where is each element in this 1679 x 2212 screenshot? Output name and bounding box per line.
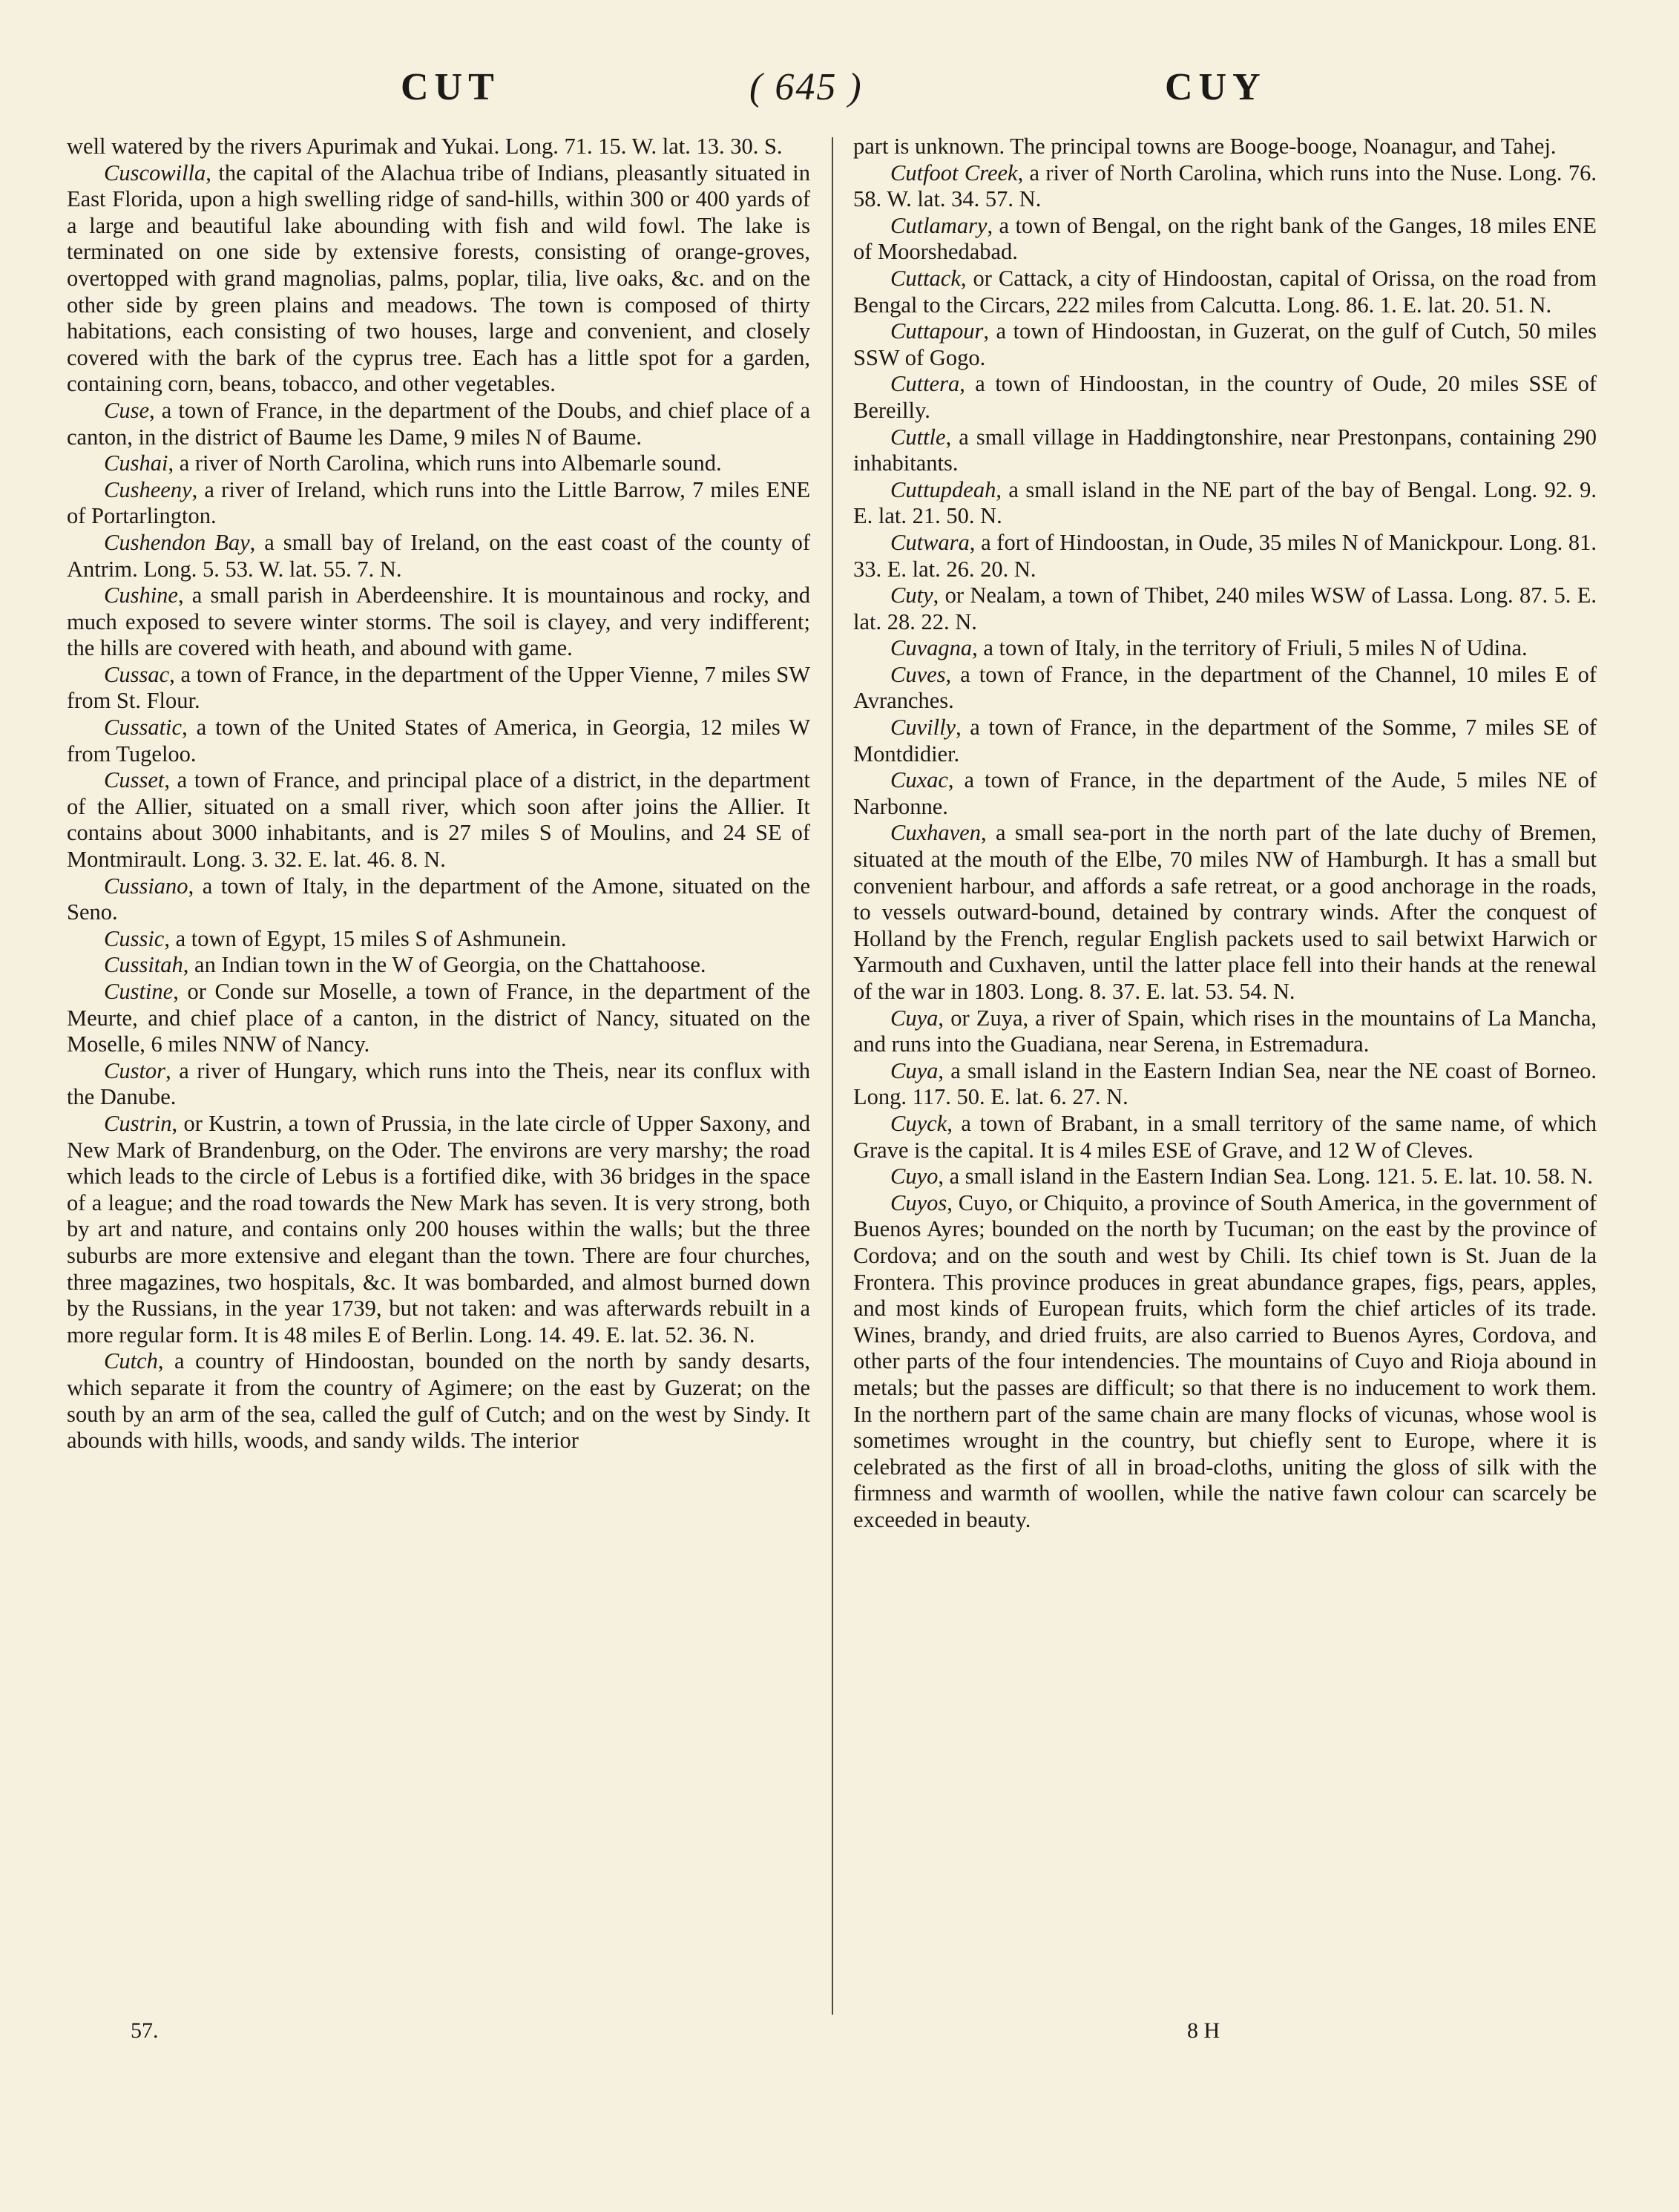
entry-text: , a town of Italy, in the territory of Friuli, 5 miles N of Udina. [972,635,1528,661]
entry-text: , a small sea-port in the north part of the late duchy of Bremen, situated at the mouth of the Elbe, 70 miles NW of Hamburgh. It has a small but convenient harbour, and affords a safe retreat, or a good anchorage in the roads, to vessels outward-bound, detained by contrary winds. After the conquest of Holland by the French, regular English packets used to sail betwixt Harwich or Yarmouth and Cuxhaven, until the latter place fell into their hands at the renewal of the war in 1803. Long. 8. 37. E. lat. 53. 54. N. [853,820,1597,1004]
dictionary-entry [853,582,1597,635]
entry-headword: Cushine [104,582,178,608]
entry-headword: Cuse [104,397,149,423]
entry-text: , a town of Italy, in the department of the Amone, situated on the Seno. [67,873,810,925]
entry-text: , a river of Hungary, which runs into the Theis, near its conflux with the Danube. [67,1057,810,1110]
entry-text: , or Nealam, a town of Thibet, 240 miles WSW of Lassa. Long. 87. 5. E. lat. 28. 22. N. [853,582,1597,634]
entry-text: , a small parish in Aberdeenshire. It is mountainous and rocky, and much exposed to severe winter storms. The soil is clayey, and very indifferent; the hills are covered with heath, and abound with game. [67,582,810,661]
column-divider [832,137,833,2015]
dictionary-entry [67,952,810,979]
entry-text: , a town of Egypt, 15 miles S of Ashmunein. [164,925,567,951]
dictionary-entry [67,979,810,1058]
dictionary-entry [67,477,810,530]
entry-headword: Cuyos [890,1189,947,1215]
entry-headword: Cutlamary [890,212,988,238]
entry-text: , the capital of the Alachua tribe of Indians, pleasantly situated in East Florida, upon a high swelling ridge of sand-hills, within 300 or 400 yards of a large and beautiful lake abounding with fish and wild fowl. The lake is terminated on one side by extensive forests, consisting of orange-groves, overtopped with grand magnolias, palms, poplar, tilia, live oaks, &c. and on the other side by green plains and meadows. The town is composed of thirty habitations, each consisting of two houses, large and convenient, and closely covered with the bark of the cyprus tree. Each has a little spot for a garden, containing corn, beans, tobacco, and other vegetables. [67,160,810,397]
dictionary-entry [853,160,1597,213]
dictionary-entry [67,530,810,582]
entry-text: , a town of the United States of America, in Georgia, 12 miles W from Tugeloo. [67,715,810,767]
entry-headword: Cushai [104,450,168,476]
dictionary-entry [67,873,810,926]
entry-headword: Cutch [104,1348,158,1374]
dictionary-entry [853,1058,1597,1111]
entry-text: , a town of Hindoostan, in the country of Oude, 20 miles SSE of Bereilly. [853,371,1597,423]
entry-text: , a town of France, in the department of the Aude, 5 miles NE of Narbonne. [853,767,1597,819]
dictionary-entry [67,160,810,398]
dictionary-entry [853,715,1597,767]
entry-headword: Cussac [104,661,170,687]
entry-headword: Cussitah [104,952,183,978]
entry-headword: Custor [104,1057,166,1083]
entry-text: , a small island in the NE part of the bay of Bengal. Long. 92. 9. E. lat. 21. 50. N. [853,476,1597,529]
dictionary-entry [67,1058,810,1111]
entry-headword: Cuya [890,1005,939,1031]
entry-text: , a town of France, in the department of the Doubs, and chief place of a canton, in the district of Baume les Dame, 9 miles N of Baume. [67,397,810,450]
signature-mark-left: 57. [131,2018,159,2043]
running-head-right: CUY [1165,66,1266,108]
entry-text: , a town of Bengal, on the right bank of the Ganges, 18 miles ENE of Moorshedabad. [853,212,1597,265]
dictionary-entry [853,530,1597,582]
entry-headword: Cuves [890,661,946,687]
entry-text: , a town of Hindoostan, in Guzerat, on the gulf of Cutch, 50 miles SSW of Gogo. [853,318,1597,370]
entry-headword: Cusset [104,767,165,793]
dictionary-entry [853,213,1597,266]
entry-text: , or Kustrin, a town of Prussia, in the late circle of Upper Saxony, and New Mark of Brandenburg, on the Oder. The environs are very marshy; the road which leads to the circle of Lebus is a fortified dike, with 36 bridges in the space of a league; and the road towards the New Mark has seven. It is very strong, both by art and nature, and contains only 200 houses within the walls; but the three suburbs are more extensive and elegant than the town. There are four churches, three magazines, two hospitals, &c. It was bombarded, and almost burned down by the Russians, in the year 1739, but not taken: and was afterwards rebuilt in a more regular form. It is 48 miles E of Berlin. Long. 14. 49. E. lat. 52. 36. N. [67,1110,810,1348]
entry-headword: Cusheeny [104,476,192,502]
dictionary-entry [853,1190,1597,1534]
left-column [67,134,810,1454]
entry-text: , or Cattack, a city of Hindoostan, capital of Orissa, on the road from Bengal to the Circars, 222 miles from Calcutta. Long. 86. 1. E. lat. 20. 51. N. [853,265,1597,318]
dictionary-entry [67,1348,810,1454]
entry-text: , or Conde sur Moselle, a town of France, in the department of the Meurte, and chief place of a canton, in the district of Nancy, situated on the Moselle, 6 miles NNW of Nancy. [67,979,810,1057]
page-header [0,65,1679,117]
entry-text: part is unknown. The principal towns are Booge-booge, Noanagur, and Tahej. [853,134,1557,159]
entry-text: , a town of Brabant, in a small territory of the same name, of which Grave is the capital. It is 4 miles ESE of Grave, and 12 W of Cleves. [853,1110,1597,1163]
entry-text: , Cuyo, or Chiquito, a province of South America, in the government of Buenos Ayres; bounded on the north by Tucuman; on the east by the province of Cordova; and on the south and west by Chili. Its chief town is St. Juan de la Frontera. This province produces in great abundance grapes, figs, pears, apples, and most kinds of European fruits, which form the chief articles of its trade. Wines, brandy, and dried fruits, are also carried to Buenos Ayres, Cordova, and other parts of the four intendencies. The mountains of Cuyo and Rioja abound in metals; but the passes are difficult; so that there is no inducement to work them. In the northern part of the same chain are many flocks of vicunas, whose wool is sometimes wrought in the country, but chiefly sent to Europe, where it is celebrated as the first of all in broad-cloths, uniting the gloss of silk with the firmness and warmth of woollen, while the native fawn colour can scarcely be exceeded in beauty. [853,1189,1597,1532]
entry-headword: Custrin [104,1110,172,1136]
entry-headword: Cuyck [890,1110,947,1136]
entry-text: , a river of North Carolina, which runs into the Nuse. Long. 76. 58. W. lat. 34. 57. N. [853,160,1597,212]
entry-text: , a country of Hindoostan, bounded on the north by sandy desarts, which separate it from the country of Agimere; on the east by Guzerat; on the south by an arm of the sea, called the gulf of Cutch; and on the west by Sindy. It abounds with hills, woods, and sandy wilds. The interior [67,1348,810,1454]
running-head-left: CUT [401,66,500,108]
dictionary-entry [67,767,810,873]
dictionary-entry [67,1111,810,1348]
entry-headword: Cuxac [890,767,948,793]
dictionary-entry [67,134,810,160]
dictionary-entry [853,371,1597,424]
dictionary-entry [67,715,810,767]
entry-text: , a small island in the Eastern Indian Sea, near the NE coast of Borneo. Long. 117. 50. E. lat. 6. 27. N. [853,1057,1597,1110]
dictionary-entry [853,318,1597,371]
entry-text: , a small village in Haddingtonshire, near Prestonpans, containing 290 inhabitants. [853,424,1597,476]
entry-headword: Cutfoot Creek [890,160,1018,186]
entry-headword: Cuscowilla [104,160,206,186]
entry-text: , a town of France, and principal place of a district, in the department of the Allier, situated on a small river, which soon after joins the Allier. It contains about 3000 inhabitants, and is 27 miles S of Moulins, and 24 SE of Montmirault. Long. 3. 32. E. lat. 46. 8. N. [67,767,810,873]
dictionary-entry [67,450,810,477]
dictionary-entry [853,635,1597,662]
entry-text: , a town of France, in the department of the Somme, 7 miles SE of Montdidier. [853,715,1597,767]
right-column [853,134,1597,1533]
entry-headword: Cuya [890,1057,939,1083]
entry-headword: Cuvagna [890,635,973,661]
entry-headword: Custine [104,979,174,1004]
entry-text: , or Zuya, a river of Spain, which rises in the mountains of La Mancha, and runs into the Guadiana, near Serena, in Estremadura. [853,1005,1597,1057]
entry-text: , a river of North Carolina, which runs into Albemarle sound. [168,450,722,476]
entry-text: , a small island in the Eastern Indian Sea. Long. 121. 5. E. lat. 10. 58. N. [938,1164,1594,1189]
entry-text: , a small bay of Ireland, on the east coast of the county of Antrim. Long. 5. 53. W. lat. 55. 7. N. [67,529,811,582]
dictionary-entry [67,582,810,662]
entry-headword: Cuttapour [890,318,984,344]
dictionary-entry [853,1111,1597,1164]
entry-headword: Cuttupdeah [890,476,996,502]
entry-text: , a town of France, in the department of the Upper Vienne, 7 miles SW from St. Flour. [67,661,810,714]
dictionary-entry [853,1005,1597,1058]
dictionary-entry [853,767,1597,820]
entry-headword: Cussic [104,925,165,951]
entry-text: well watered by the rivers Apurimak and Yukai. Long. 71. 15. W. lat. 13. 30. S. [67,134,783,159]
entry-headword: Cuyo [890,1164,939,1189]
dictionary-entry [67,662,810,715]
entry-headword: Cuttle [890,424,946,450]
dictionary-entry [853,424,1597,477]
entry-headword: Cussatic [104,715,183,741]
entry-text: , an Indian town in the W of Georgia, on the Chattahoose. [183,952,706,978]
entry-text: , a town of France, in the department of the Channel, 10 miles E of Avranches. [853,661,1597,714]
dictionary-entry [853,477,1597,530]
dictionary-entry [853,820,1597,1005]
dictionary-entry [853,134,1597,160]
entry-headword: Cushendon Bay [104,529,250,555]
entry-headword: Cuty [890,582,933,608]
entry-text: , a river of Ireland, which runs into the Little Barrow, 7 miles ENE of Portarlington. [67,476,810,529]
page-number: ( 645 ) [749,66,863,108]
dictionary-entry [853,662,1597,715]
entry-headword: Cutwara [890,529,970,555]
entry-headword: Cuttack [890,265,961,291]
entry-headword: Cussiano [104,873,188,899]
dictionary-entry [67,926,810,953]
dictionary-entry [853,1164,1597,1190]
entry-text: , a fort of Hindoostan, in Oude, 35 miles N of Manickpour. Long. 81. 33. E. lat. 26. 20. N. [853,529,1597,582]
entry-headword: Cuxhaven [890,820,981,846]
signature-mark-right: 8 H [1187,2018,1220,2043]
entry-headword: Cuvilly [890,715,956,741]
entry-headword: Cuttera [890,371,960,397]
dictionary-entry [853,266,1597,318]
dictionary-entry [67,398,810,450]
